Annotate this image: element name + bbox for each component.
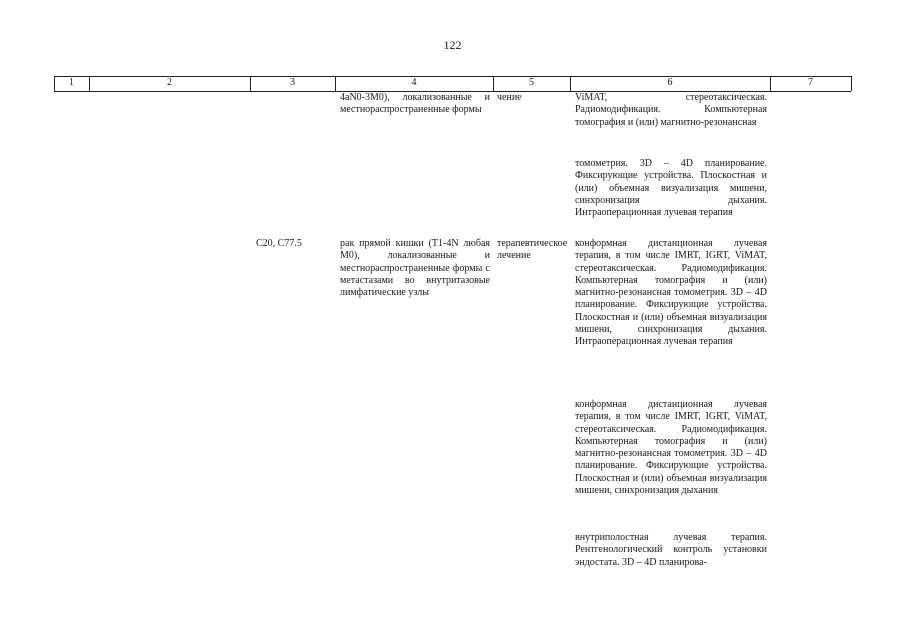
column-number-4: 4 bbox=[411, 77, 417, 88]
column-divider bbox=[851, 76, 852, 91]
treatment-method-cell: ViMAT, стереотаксическая. Радиомодификация. Компьютерная томография и (или) магнитно-резонансная bbox=[575, 92, 767, 128]
treatment-type-cell: чение bbox=[497, 92, 522, 103]
treatment-method-cell: внутриполостная лучевая терапия. Рентгенологический контроль установки эндостата. 3D – 4D планирова- bbox=[575, 532, 767, 568]
column-number-5: 5 bbox=[529, 77, 534, 88]
column-number-6: 6 bbox=[667, 77, 673, 88]
treatment-method-cell: конформная дистанционная лучевая терапия, в том числе IMRT, IGRT, ViMAT, стереотаксическая. Радиомодификация. Компьютерная томография и (или) магнитно-резонансная томометрия. 3D – 4D планирование. Фиксирующие устройства. Плоскостная и (или) объемная визуализация мишени, синхронизация дыхания bbox=[575, 399, 767, 497]
disease-description-cell: 4aN0-3M0), локализованные и местнораспространенные формы bbox=[340, 92, 490, 116]
icd-code-cell: C20, C77.5 bbox=[256, 238, 302, 249]
column-number-2: 2 bbox=[167, 77, 172, 88]
treatment-method-cell: томометрия. 3D – 4D планирование. Фиксирующие устройства. Плоскостная и (или) объемная визуализация мишени, синхронизация дыхания. Интраоперационная лучевая терапия bbox=[575, 158, 767, 219]
column-number-1: 1 bbox=[69, 77, 74, 88]
treatment-method-cell: конформная дистанционная лучевая терапия, в том числе IMRT, IGRT, ViMAT, стереотаксическая. Радиомодификация. Компьютерная томография и (или) магнитно-резонансная томометрия. 3D – 4D планирование. Фиксирующие устройства. Плоскостная и (или) объемная визуализация мишени, синхронизация дыхания. Интраоперационная лучевая терапия bbox=[575, 238, 767, 348]
page-number: 122 bbox=[443, 38, 462, 52]
treatment-type-cell: терапевтическое лечение bbox=[497, 238, 568, 262]
column-number-7: 7 bbox=[808, 77, 813, 88]
column-number-3: 3 bbox=[290, 77, 295, 88]
disease-description-cell: рак прямой кишки (T1-4N любая M0), локализованные и местнораспространенные формы с метастазами во внутритазовые лимфатические узлы bbox=[340, 238, 490, 299]
